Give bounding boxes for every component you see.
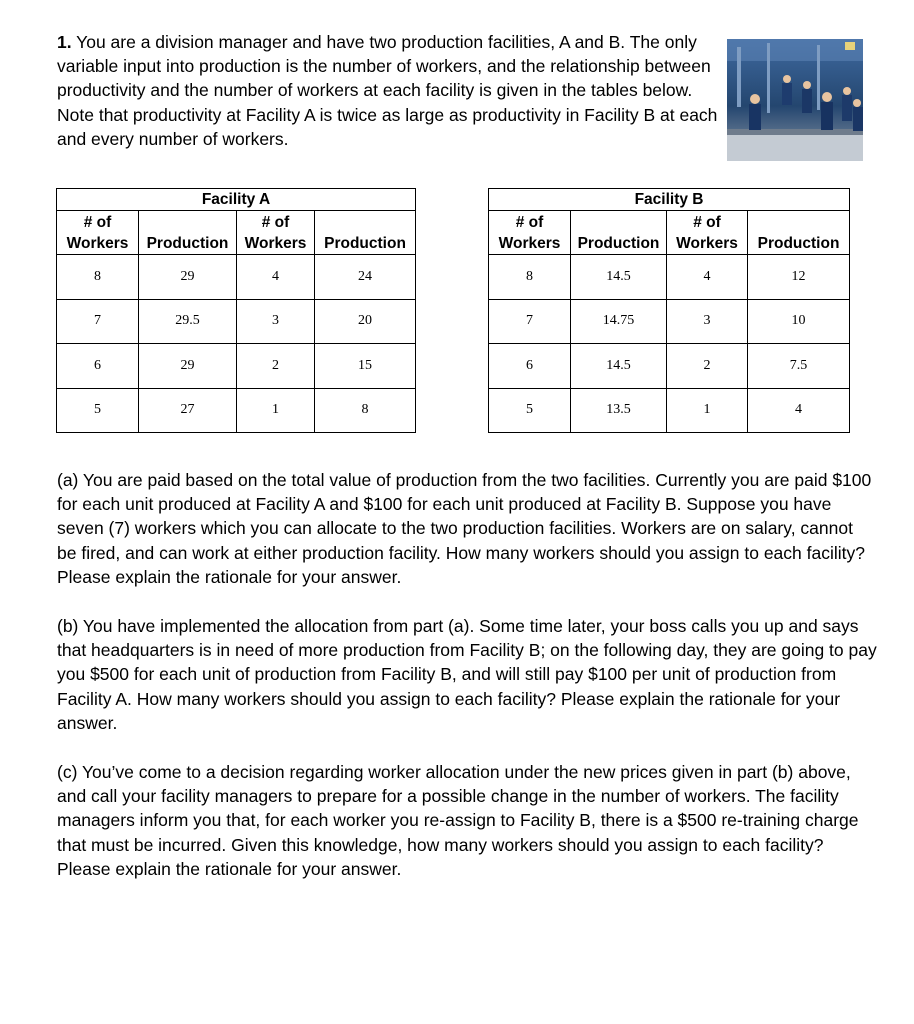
table-row [489,255,850,300]
cell: 2 [237,344,315,389]
cell: 15 [315,344,416,389]
table-row [57,388,416,433]
facility-a-title: Facility A [57,189,416,211]
cell: 3 [237,299,315,344]
problem-number: 1. [57,32,72,52]
cell: 7 [57,299,139,344]
question-c: (c) You’ve come to a decision regarding worker allocation under the new prices given in part (b) above, and call your facility managers to prepare for a possible change in the number of workers. The facility managers inform you that, for each worker you re-assign to Facility B, there is a $500 re-training charge that must be incurred. Given this knowledge, how many workers should you assign to each facility? Please explain the rationale for your answer. [57,762,859,879]
cell: 5 [489,388,571,433]
cell: 4 [748,388,850,433]
facility-a-header-workers-1: Workers [57,233,139,255]
cell: 4 [237,255,315,300]
cell: 3 [667,299,748,344]
cell: 6 [489,344,571,389]
cell: 29 [139,255,237,300]
problem-intro [57,30,719,151]
facility-b-header-of-1: # of [489,211,571,233]
cell: 8 [57,255,139,300]
facility-a-header-production-1: Production [139,233,237,255]
facility-b-title: Facility B [489,189,850,211]
factory-workers-photo [727,39,863,161]
cell: 1 [667,388,748,433]
facility-b-header-workers-2: Workers [667,233,748,255]
cell: 1 [237,388,315,433]
cell: 5 [57,388,139,433]
cell: 13.5 [571,388,667,433]
table-row [489,388,850,433]
problem-intro-text: You are a division manager and have two production facilities, A and B. The only variable input into production is the number of workers, and the relationship between productivity and the number of workers at each facility is given in the tables below. Note that productivity at Facility A is twice as large as productivity in Facility B at each and every number of workers. [57,32,718,149]
cell: 24 [315,255,416,300]
cell: 29 [139,344,237,389]
cell: 10 [748,299,850,344]
facility-a-header-of-1: # of [57,211,139,233]
table-row [57,255,416,300]
table-row [489,344,850,389]
facility-b-table [488,188,850,433]
cell: 29.5 [139,299,237,344]
factory-workers-image [727,39,863,161]
cell: 14.5 [571,255,667,300]
facility-a-header-of-2: # of [237,211,315,233]
facility-a-header-workers-2: Workers [237,233,315,255]
table-row [57,299,416,344]
table-row [489,299,850,344]
cell: 8 [315,388,416,433]
facility-a-table [56,188,416,433]
cell: 20 [315,299,416,344]
facility-b-header-of-2: # of [667,211,748,233]
cell: 14.75 [571,299,667,344]
cell: 7.5 [748,344,850,389]
facility-b-header-workers-1: Workers [489,233,571,255]
cell: 27 [139,388,237,433]
question-b: (b) You have implemented the allocation from part (a). Some time later, your boss calls you up and says that headquarters is in need of more production from Facility B; on the following day, they are going to pay you $500 for each unit of production from Facility B, and will still pay $100 per unit of production from Facility A. How many workers should you assign to each facility? Please explain the rationale for your answer. [57,616,877,733]
facility-b-header-production-2: Production [748,233,850,255]
cell: 8 [489,255,571,300]
cell: 14.5 [571,344,667,389]
question-a: (a) You are paid based on the total value of production from the two facilities. Currently you are paid $100 for each unit produced at Facility A and $100 for each unit produced at Facility B. Suppose you have seven (7) workers which you can allocate to the two production facilities. Workers are on salary, cannot be fired, and can work at either production facility. How many workers should you assign to each facility? Please explain the rationale for your answer. [57,470,872,587]
cell: 7 [489,299,571,344]
cell: 6 [57,344,139,389]
facility-a-header-production-2: Production [315,233,416,255]
table-row [57,344,416,389]
cell: 4 [667,255,748,300]
cell: 2 [667,344,748,389]
facility-b-header-production-1: Production [571,233,667,255]
cell: 12 [748,255,850,300]
